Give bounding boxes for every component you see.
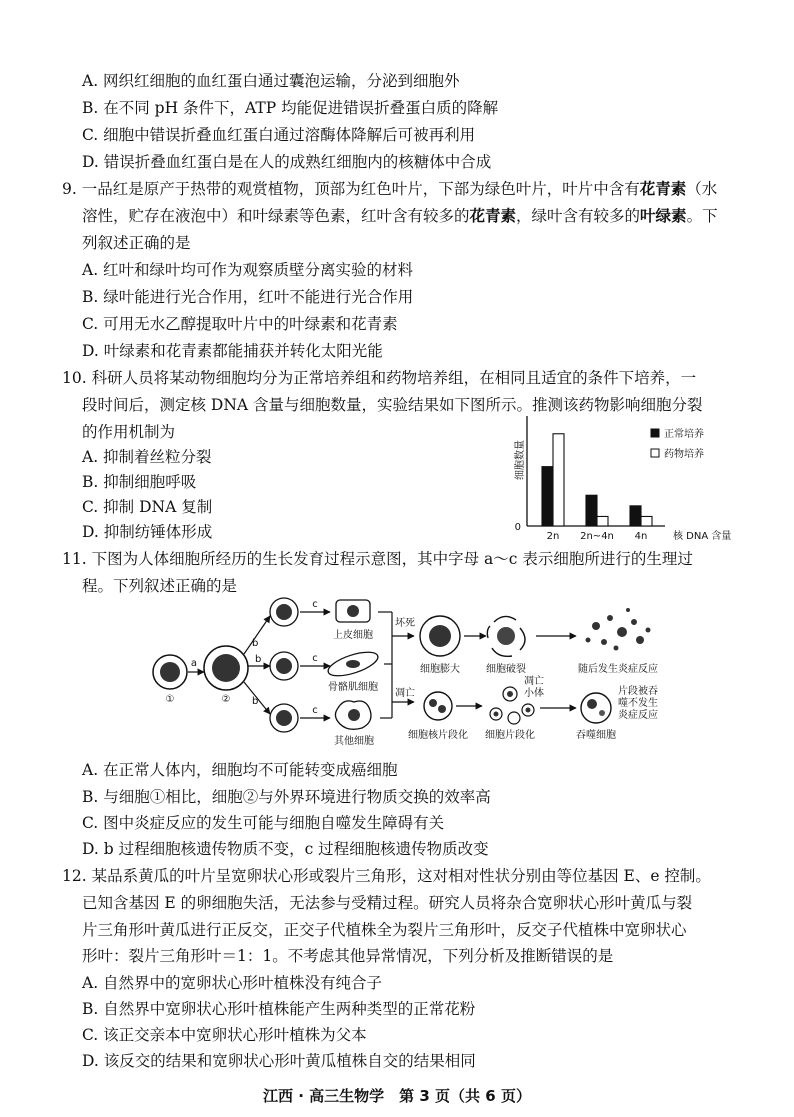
label-b-3: b <box>252 696 259 707</box>
phagocyte-label: 吞噬细胞 <box>576 730 616 741</box>
q10-option-c: C. 抑制 DNA 复制 <box>82 498 213 516</box>
q12-stem-line4: 形叶：裂片三角形叶＝1：1。不考虑其他异常情况，下列分析及推断错误的是 <box>82 947 614 965</box>
bar-drug-2 <box>641 516 652 526</box>
q8-option-d: D. 错误折叠血红蛋白是在人的成熟红细胞内的核糖体中合成 <box>82 153 492 171</box>
bar-normal-0 <box>542 467 553 526</box>
q8-option-c: C. 细胞中错误折叠血红蛋白通过溶酶体降解后可被再利用 <box>82 126 476 144</box>
bar-drug-0 <box>553 434 564 526</box>
q9-option-b: B. 绿叶能进行光合作用，红叶不能进行光合作用 <box>82 288 414 306</box>
cell-2-label: ② <box>221 694 231 705</box>
cell-2 <box>204 646 248 690</box>
q11-option-d: D. b 过程细胞核遗传物质不变，c 过程细胞核遗传物质改变 <box>82 840 489 858</box>
q9-option-a: A. 红叶和绿叶均可作为观察质壁分离实验的材料 <box>82 261 414 279</box>
label-b-1: b <box>252 638 259 649</box>
nucleus-frag-label: 细胞核片段化 <box>408 730 468 741</box>
phagocyte-note-2: 噬不发生 <box>618 698 658 709</box>
body-label-2: 小体 <box>524 688 544 699</box>
q9-option-d: D. 叶绿素和花青素都能捕获并转化太阳光能 <box>82 342 383 360</box>
q9-stem-line3: 列叙述正确的是 <box>82 234 191 252</box>
label-c-1: c <box>312 599 318 610</box>
phagocyte-note-1: 片段被吞 <box>618 686 658 697</box>
q9-option-c: C. 可用无水乙醇提取叶片中的叶绿素和花青素 <box>82 315 398 333</box>
q11-option-c: C. 图中炎症反应的发生可能与细胞自噬发生障碍有关 <box>82 814 445 832</box>
q10-stem-line3: 的作用机制为 <box>82 423 176 441</box>
q9-stem-line1: 9. 一品红是原产于热带的观赏植物，顶部为红色叶片，下部为绿色叶片，叶片中含有花青素（水 <box>62 179 718 198</box>
q12-option-d: D. 该反交的结果和宽卵状心形叶黄瓜植株自交的结果相同 <box>82 1052 476 1070</box>
q11-stem-line2: 程。下列叙述正确的是 <box>82 577 238 595</box>
label-c-2: c <box>312 653 318 664</box>
legend-swatch-drug <box>651 449 659 457</box>
other-label: 其他细胞 <box>334 736 374 747</box>
q8-option-b: B. 在不同 pH 条件下，ATP 均能促进错误折叠蛋白质的降解 <box>82 99 499 117</box>
cell-1 <box>153 655 187 689</box>
label-c-3: c <box>312 705 318 716</box>
legend-swatch-normal <box>651 429 659 437</box>
q10-option-a: A. 抑制着丝粒分裂 <box>82 448 212 466</box>
nucleus-fragment-cell-icon <box>424 692 452 720</box>
q12-option-b: B. 自然界中宽卵状心形叶植株能产生两种类型的正常花粉 <box>82 1000 476 1018</box>
q12-stem-line2: 已知含基因 E 的卵细胞失活，无法参与受精过程。研究人员将杂合宽卵状心形叶黄瓜与裂 <box>82 894 693 912</box>
chart-ylabel: 细胞数量 <box>515 440 526 480</box>
cell-1-label: ① <box>165 694 175 705</box>
legend-label-drug: 药物培养 <box>664 449 704 460</box>
apoptosis-label: 凋亡 <box>395 688 415 699</box>
chart-tick-label-2: 4n <box>634 531 648 542</box>
q10-stem-line2: 段时间后，测定核 DNA 含量与细胞数量，实验结果如下图所示。推测该药物影响细胞分裂 <box>82 396 703 414</box>
q9-stem-line2: 溶性，贮存在液泡中）和叶绿素等色素，红叶含有较多的花青素，绿叶含有较多的叶绿素。下 <box>82 206 718 225</box>
q12-option-a: A. 自然界中的宽卵状心形叶植株没有纯合子 <box>82 974 383 992</box>
q10-option-b: B. 抑制细胞呼吸 <box>82 473 197 491</box>
q11-stem-line1: 11. 下图为人体细胞所经历的生长发育过程示意图，其中字母 a～c 表示细胞所进行的生理过 <box>62 550 693 568</box>
chart-tick-label-0: 2n <box>546 531 560 542</box>
q10-stem-line1: 10. 科研人员将某动物细胞均分为正常培养组和药物培养组，在相同且适宜的条件下培养，一 <box>62 369 697 387</box>
cell-frag-label: 细胞片段化 <box>485 730 535 741</box>
q10-option-d: D. 抑制纺锤体形成 <box>82 523 213 541</box>
necrosis-label: 坏死 <box>395 618 415 629</box>
bar-normal-2 <box>630 506 641 526</box>
inflam-label: 随后发生炎症反应 <box>578 664 658 675</box>
phagocyte-icon <box>581 693 611 723</box>
inflammation-fragments-icon <box>586 608 651 651</box>
dna-content-bar-chart <box>505 412 755 547</box>
bar-normal-1 <box>586 495 597 526</box>
body-label-1: 凋亡 <box>524 676 544 687</box>
swell-label: 细胞膨大 <box>420 664 460 675</box>
cell-development-diagram <box>148 596 708 748</box>
phagocyte-note-3: 炎症反应 <box>618 710 658 721</box>
chart-xlabel: 核 DNA 含量 <box>673 531 732 542</box>
legend-label-normal: 正常培养 <box>664 429 704 440</box>
chart-tick-label-1: 2n~4n <box>580 531 614 542</box>
rupture-label: 细胞破裂 <box>486 664 526 675</box>
q11-option-a: A. 在正常人体内，细胞均不可能转变成癌细胞 <box>82 761 398 779</box>
label-a: a <box>190 658 198 669</box>
muscle-label: 骨骼肌细胞 <box>328 682 378 693</box>
q12-stem-line1: 12. 某品系黄瓜的叶片呈宽卵状心形或裂片三角形，这对相对性状分别由等位基因 E、e 控制。 <box>62 867 711 885</box>
q11-option-b: B. 与细胞①相比，细胞②与外界环境进行物质交换的效率高 <box>82 788 491 806</box>
q12-option-c: C. 该正交亲本中宽卵状心形叶植株为父本 <box>82 1026 367 1044</box>
page-footer: 江西 · 高三生物学 第 3 页（共 6 页） <box>263 1087 531 1105</box>
epithelial-label: 上皮细胞 <box>333 630 373 641</box>
bar-drug-1 <box>597 516 608 526</box>
chart-origin-label: 0 <box>514 522 521 533</box>
q8-option-a: A. 网织红细胞的血红蛋白通过囊泡运输，分泌到细胞外 <box>82 72 460 90</box>
label-b-2: b <box>255 654 262 665</box>
q12-stem-line3: 片三角形叶黄瓜进行正反交，正交子代植株全为裂片三角形叶，反交子代植株中宽卵状心 <box>82 921 687 939</box>
